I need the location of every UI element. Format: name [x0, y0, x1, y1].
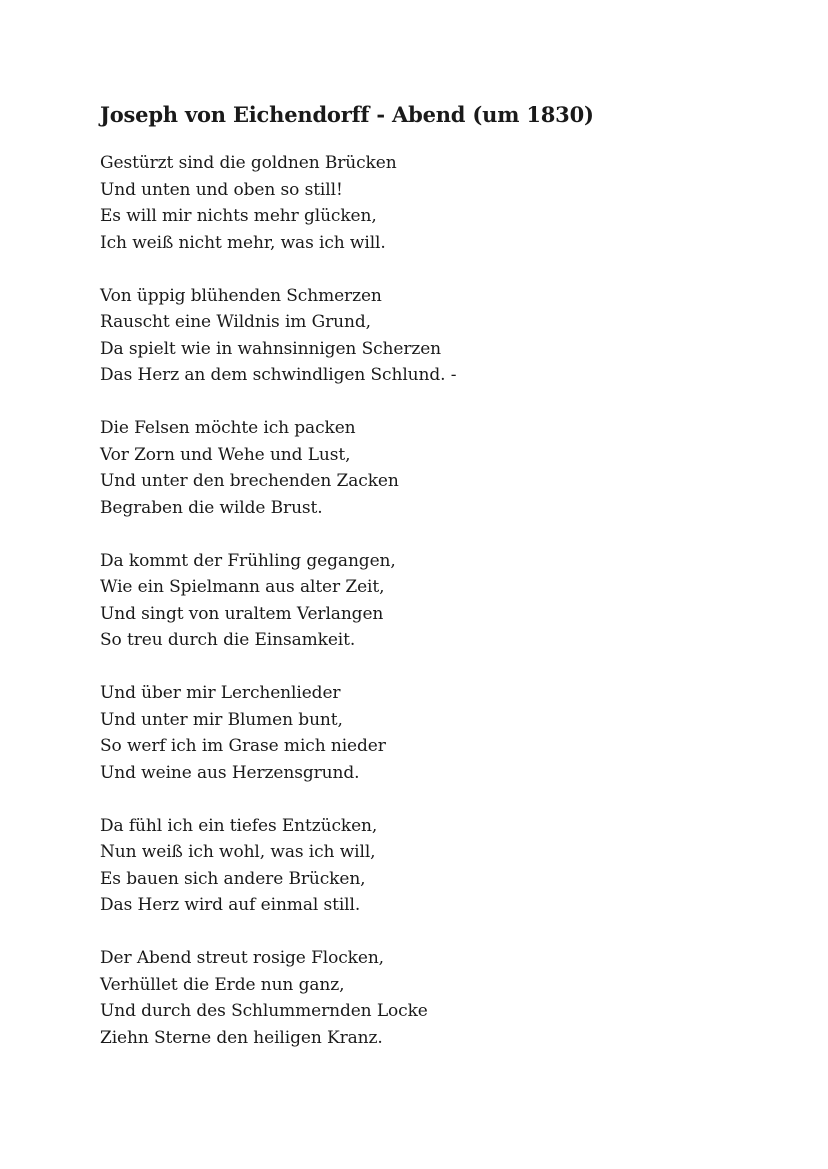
poem-line: Die Felsen möchte ich packen — [100, 418, 356, 438]
poem-line: Begraben die wilde Brust. — [100, 497, 323, 518]
document-page — [100, 100, 740, 1078]
poem-line: Und singt von uraltem Verlangen — [100, 603, 384, 624]
poem-line: Von üppig blühenden Schmerzen — [100, 285, 382, 306]
poem-line: Und über mir Lerchenlieder — [100, 683, 341, 703]
poem-line: Wie ein Spielmann aus alter Zeit, — [100, 577, 385, 597]
poem-line: Das Herz an dem schwindligen Schlund. - — [100, 365, 457, 385]
stanza-2 — [100, 283, 740, 389]
poem-title: Joseph von Eichendorff - Abend (um 1830) — [100, 102, 594, 127]
poem-line: So werf ich im Grase mich nieder — [100, 736, 386, 756]
poem-line: Es will mir nichts mehr glücken, — [100, 206, 377, 226]
poem-line: Nun weiß ich wohl, was ich will, — [100, 842, 376, 862]
poem-line: Und unten und oben so still! — [100, 179, 343, 200]
stanza-1 — [100, 150, 740, 256]
poem-line: Rauscht eine Wildnis im Grund, — [100, 312, 371, 332]
stanza-4 — [100, 548, 740, 654]
poem-line: Gestürzt sind die goldnen Brücken — [100, 153, 397, 173]
poem-body — [100, 150, 740, 1051]
poem-line: Da spielt wie in wahnsinnigen Scherzen — [100, 338, 442, 359]
poem-line: Da kommt der Frühling gegangen, — [100, 550, 396, 571]
poem-line: Das Herz wird auf einmal still. — [100, 895, 361, 915]
stanza-6 — [100, 813, 740, 919]
stanza-7 — [100, 945, 740, 1051]
poem-line: Der Abend streut rosige Flocken, — [100, 948, 384, 968]
poem-line: So treu durch die Einsamkeit. — [100, 630, 356, 650]
poem-line: Ziehn Sterne den heiligen Kranz. — [100, 1027, 383, 1048]
poem-line: Und unter den brechenden Zacken — [100, 471, 399, 491]
poem-line: Da fühl ich ein tiefes Entzücken, — [100, 815, 378, 836]
poem-line: Es bauen sich andere Brücken, — [100, 868, 366, 889]
poem-line: Ich weiß nicht mehr, was ich will. — [100, 232, 386, 253]
poem-line: Und weine aus Herzensgrund. — [100, 762, 360, 783]
poem-line: Und durch des Schlummernden Locke — [100, 1001, 428, 1021]
stanza-3 — [100, 415, 740, 521]
poem-line: Vor Zorn und Wehe und Lust, — [100, 444, 351, 465]
stanza-5 — [100, 680, 740, 786]
poem-line: Und unter mir Blumen bunt, — [100, 709, 343, 730]
poem-line: Verhüllet die Erde nun ganz, — [100, 974, 345, 995]
